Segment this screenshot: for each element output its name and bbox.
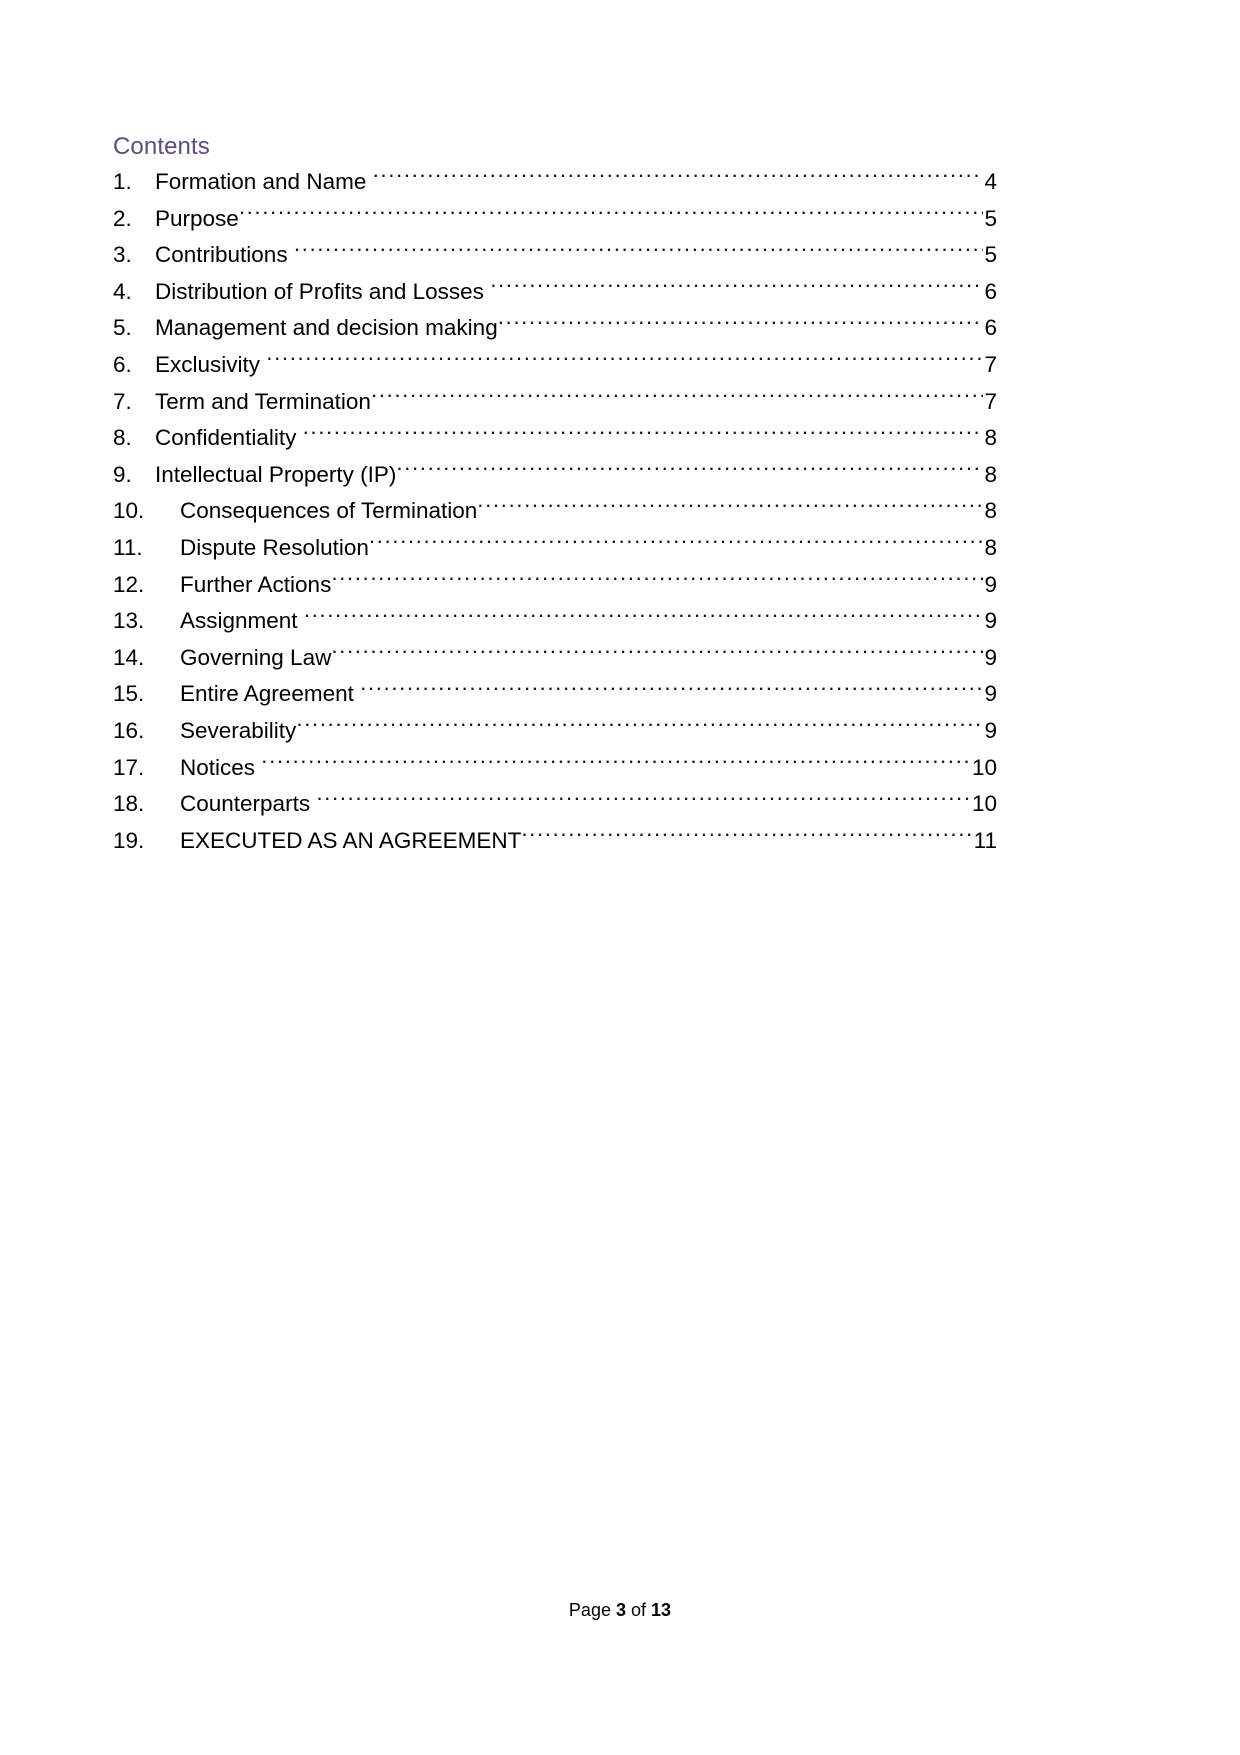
table-of-contents — [113, 132, 997, 859]
toc-dot-leader — [239, 203, 984, 226]
toc-entry-number: 8. — [113, 425, 132, 451]
toc-dot-leader — [477, 496, 983, 519]
toc-entry[interactable] — [113, 457, 997, 494]
toc-entry-title: Contributions — [155, 242, 288, 268]
toc-dot-leader — [331, 569, 983, 592]
toc-entry-number: 1. — [113, 169, 132, 194]
toc-entry-title: Management and decision making — [155, 315, 498, 341]
toc-entry-title: Counterparts — [180, 791, 311, 817]
toc-dot-leader — [396, 459, 983, 482]
toc-entry[interactable] — [113, 274, 997, 311]
toc-entry[interactable] — [113, 237, 997, 274]
toc-entry[interactable] — [113, 384, 997, 421]
toc-dot-leader — [296, 715, 983, 738]
toc-entry-title: Dispute Resolution — [180, 534, 369, 560]
toc-dot-leader — [498, 313, 984, 336]
toc-entry-number: 17. — [113, 754, 145, 780]
toc-entry[interactable] — [113, 530, 997, 567]
toc-entry-number: 13. — [113, 608, 145, 634]
toc-entry-page-number: 7 — [984, 351, 997, 377]
toc-entry-title: Intellectual Property (IP) — [155, 461, 397, 487]
toc-entry[interactable] — [113, 201, 997, 238]
toc-entry-number: 7. — [113, 388, 132, 414]
toc-entry-number: 12. — [113, 571, 145, 597]
toc-entry-page-number: 8 — [984, 461, 997, 487]
toc-entry-title: Consequences of Termination — [180, 498, 478, 524]
toc-entry-page-number: 5 — [984, 205, 997, 231]
toc-entry[interactable] — [113, 310, 997, 347]
toc-entry-number: 6. — [113, 351, 132, 377]
toc-entry-title: Entire Agreement — [180, 681, 354, 707]
toc-entry-title: Exclusivity — [155, 351, 261, 377]
toc-dot-leader — [331, 642, 983, 665]
toc-dot-leader — [521, 825, 972, 848]
toc-entry[interactable] — [113, 750, 997, 787]
toc-dot-leader — [303, 423, 984, 446]
toc-entry-title: Notices — [180, 754, 256, 780]
toc-dot-leader — [373, 167, 984, 190]
toc-entry-number: 15. — [113, 681, 145, 707]
footer-prefix: Page — [568, 1600, 611, 1620]
page-title: Contents — [113, 133, 210, 160]
toc-entry-page-number: 9 — [984, 681, 997, 707]
toc-entry-title: Distribution of Profits and Losses — [155, 278, 484, 304]
toc-entry-number: 10. — [113, 498, 145, 524]
footer-current-page: 3 — [615, 1600, 626, 1620]
toc-entry-title: Assignment — [180, 608, 298, 634]
toc-entry-title: Formation and Name — [155, 169, 367, 194]
toc-entry-title: Purpose — [155, 205, 239, 231]
toc-dot-leader — [294, 240, 984, 263]
toc-entry[interactable] — [113, 640, 997, 677]
toc-dot-leader — [304, 606, 984, 629]
toc-entry-number: 18. — [113, 791, 145, 817]
toc-entry-title: EXECUTED AS AN AGREEMENT — [180, 827, 522, 853]
toc-entry-number: 14. — [113, 644, 145, 670]
toc-entry-page-number: 8 — [984, 425, 997, 451]
toc-entry-title: Confidentiality — [155, 425, 297, 451]
footer-separator: of — [631, 1600, 647, 1620]
toc-entry-page-number: 7 — [984, 388, 997, 414]
toc-entry-number: 11. — [113, 534, 143, 560]
toc-entry[interactable] — [113, 347, 997, 384]
toc-entry-title: Governing Law — [180, 644, 332, 670]
toc-dot-leader — [261, 752, 971, 775]
toc-entry-page-number: 9 — [984, 608, 997, 634]
toc-dot-leader — [371, 386, 984, 409]
toc-entry-page-number: 4 — [984, 169, 997, 194]
toc-entry[interactable] — [113, 567, 997, 604]
toc-entry[interactable] — [113, 676, 997, 713]
toc-entry-page-number: 8 — [984, 534, 997, 560]
toc-entry-page-number: 8 — [984, 498, 997, 524]
toc-dot-leader — [369, 532, 984, 555]
toc-entry[interactable] — [113, 823, 997, 860]
toc-entry-number: 9. — [113, 461, 132, 487]
toc-dot-leader — [316, 789, 971, 812]
toc-entry-number: 4. — [113, 278, 132, 304]
toc-entry-page-number: 11 — [973, 827, 997, 853]
toc-entry-title: Term and Termination — [155, 388, 371, 414]
toc-entry-page-number: 5 — [984, 242, 997, 268]
toc-entry-list — [113, 164, 997, 859]
footer-total-pages: 13 — [651, 1600, 672, 1620]
toc-entry[interactable] — [113, 603, 997, 640]
toc-entry-title: Severability — [180, 717, 297, 743]
toc-entry[interactable] — [113, 713, 997, 750]
toc-entry-page-number: 10 — [971, 754, 997, 780]
toc-entry[interactable] — [113, 493, 997, 530]
toc-dot-leader — [360, 679, 983, 702]
toc-entry[interactable] — [113, 164, 997, 201]
toc-entry-page-number: 10 — [971, 791, 997, 817]
toc-dot-leader — [490, 276, 983, 299]
toc-entry-page-number: 9 — [984, 644, 997, 670]
toc-entry-page-number: 6 — [984, 278, 997, 304]
toc-entry-number: 19. — [113, 827, 145, 853]
toc-entry-page-number: 9 — [984, 571, 997, 597]
toc-entry-number: 16. — [113, 717, 145, 743]
toc-dot-leader — [266, 349, 983, 372]
toc-entry-page-number: 6 — [984, 315, 997, 341]
toc-entry[interactable] — [113, 420, 997, 457]
toc-entry-number: 5. — [113, 315, 132, 341]
toc-entry[interactable] — [113, 786, 997, 823]
toc-entry-number: 3. — [113, 242, 132, 268]
toc-entry-title: Further Actions — [180, 571, 332, 597]
page-footer — [0, 1598, 1240, 1622]
toc-entry-number: 2. — [113, 205, 132, 231]
toc-entry-page-number: 9 — [984, 717, 997, 743]
